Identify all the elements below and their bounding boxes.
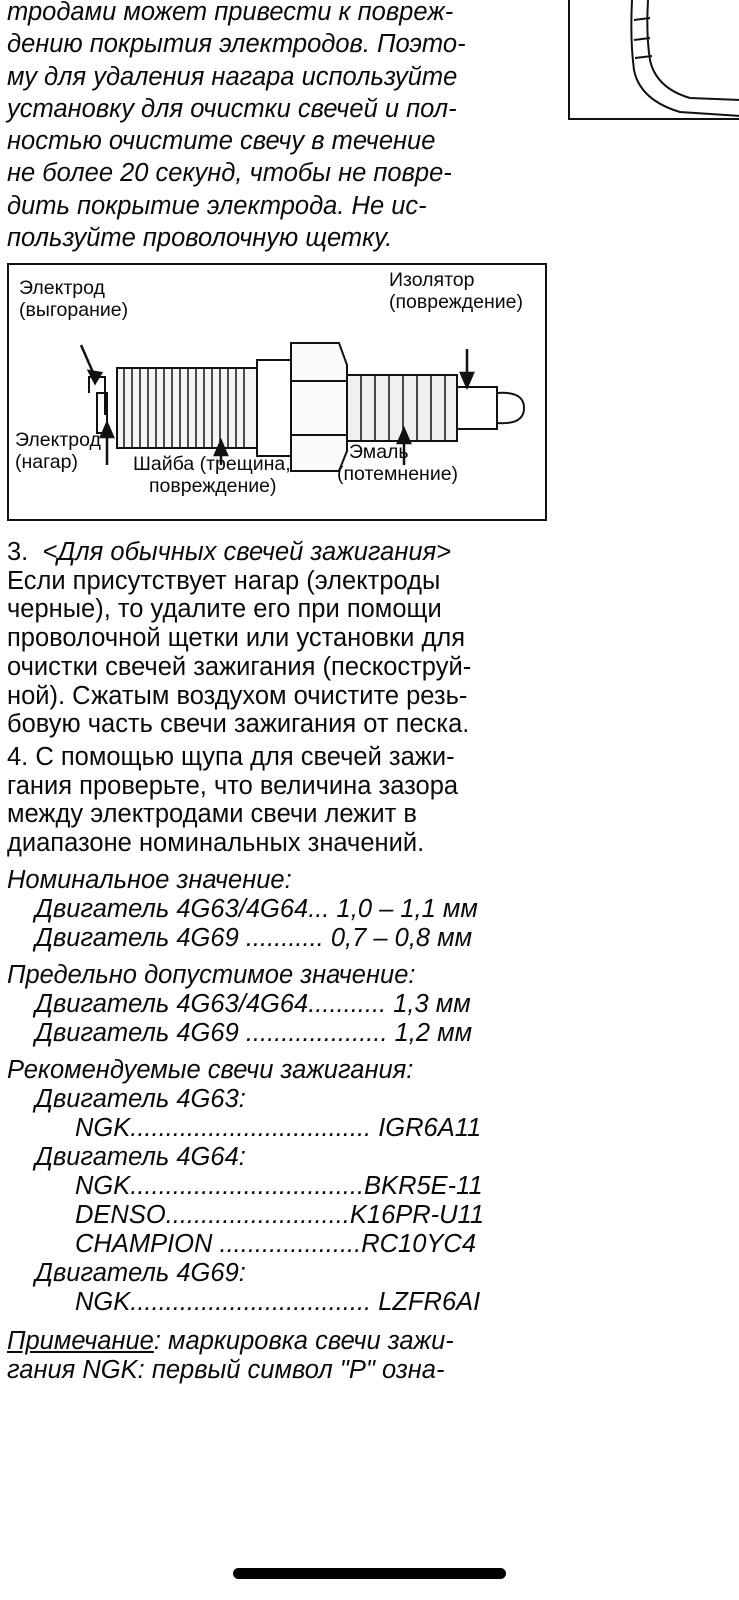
specs-block xyxy=(7,866,484,1385)
limit-4g69: Двигатель 4G69 .................... 1,2 мм xyxy=(35,1019,473,1047)
ngk-4g63: NGK.................................. IGR6A11 xyxy=(75,1114,482,1142)
label-insulator-detail: (повреждение) xyxy=(389,291,523,313)
intro-line: не более 20 секунд, чтобы не повре- xyxy=(7,159,452,188)
label-insulator: Изолятор xyxy=(389,269,475,291)
label-electrode-carbon: Электрод xyxy=(15,429,101,451)
step-3-line: ной). Сжатым воздухом очистите резь- xyxy=(7,681,468,710)
intro-line: му для удаления нагара используйте xyxy=(7,62,458,91)
intro-line: тродами может привести к повреж- xyxy=(7,0,454,26)
note-line-2: гания NGK: первый символ "Р" озна- xyxy=(7,1356,445,1384)
nominal-4g69: Двигатель 4G69 ........... 0,7 – 0,8 мм xyxy=(35,924,473,952)
label-washer-detail: повреждение) xyxy=(149,475,277,497)
limit-title: Предельно допустимое значение: xyxy=(7,961,416,989)
step-3-line: проволочной щетки или установки для xyxy=(7,624,466,653)
right-figure xyxy=(568,0,739,120)
label-electrode-burn-detail: (выгорание) xyxy=(19,299,129,321)
step-4-paragraph xyxy=(7,743,547,858)
limit-4g63-4g64: Двигатель 4G63/4G64........... 1,3 мм xyxy=(35,990,471,1018)
step-4-line: между электродами свечи лежит в xyxy=(7,800,417,829)
ngk-4g69: NGK.................................. LZFR6AI xyxy=(75,1288,481,1316)
label-electrode-burn: Электрод xyxy=(19,277,105,299)
denso-4g64: DENSO..........................K16PR-U11 xyxy=(75,1201,485,1229)
label-electrode-carbon-detail: (нагар) xyxy=(15,451,78,473)
step-3-line: черные), то удалите его при помощи xyxy=(7,595,442,624)
note-label: Примечание xyxy=(7,1327,154,1355)
intro-line: ностью очистите свечу в течение xyxy=(7,127,436,156)
step-3-number: 3. xyxy=(7,538,29,566)
spark-plug-tip-drawing xyxy=(570,0,739,118)
note-line-1 xyxy=(7,1327,484,1356)
engine-4g69-label: Двигатель 4G69: xyxy=(35,1259,246,1287)
ngk-4g64: NGK.................................BKR5E-11 xyxy=(75,1172,483,1200)
step-3-line: очистки свечей зажигания (пескоструй- xyxy=(7,652,472,681)
step-3-paragraph xyxy=(7,538,547,739)
step-3-line: Если присутствует нагар (электроды xyxy=(7,566,441,595)
step-4-line: гания проверьте, что величина зазора xyxy=(7,771,459,800)
label-enamel: Эмаль xyxy=(349,441,409,463)
step-3-heading: <Для обычных свечей зажигания> xyxy=(42,538,452,566)
label-washer: Шайба (трещина, xyxy=(133,453,291,475)
label-enamel-detail: (потемнение) xyxy=(337,463,459,485)
step-4-line: диапазоне номинальных значений. xyxy=(7,829,425,858)
intro-line: дению покрытия электродов. Поэто- xyxy=(7,30,466,59)
intro-line: пользуйте проволочную щетку. xyxy=(7,224,393,253)
intro-line: дить покрытие электрода. Не ис- xyxy=(7,191,427,220)
nominal-title: Номинальное значение: xyxy=(7,866,292,894)
engine-4g63-label: Двигатель 4G63: xyxy=(35,1085,246,1113)
engine-4g64-label: Двигатель 4G64: xyxy=(35,1143,246,1171)
step-4-line: 4. С помощью щупа для свечей зажи- xyxy=(7,743,455,771)
nominal-4g63-4g64: Двигатель 4G63/4G64... 1,0 – 1,1 мм xyxy=(35,895,478,923)
home-indicator[interactable] xyxy=(233,1568,506,1579)
step-3-line: бовую часть свечи зажигания от песка. xyxy=(7,710,470,739)
intro-line: установку для очистки свечей и пол- xyxy=(7,94,457,123)
spark-plug-figure xyxy=(7,263,547,521)
plugs-title: Рекомендуемые свечи зажигания: xyxy=(7,1056,414,1084)
champion-4g64: CHAMPION ....................RC10YC4 xyxy=(75,1230,477,1258)
note-text: : маркировка свечи зажи- xyxy=(153,1327,454,1355)
intro-paragraph xyxy=(7,0,466,254)
